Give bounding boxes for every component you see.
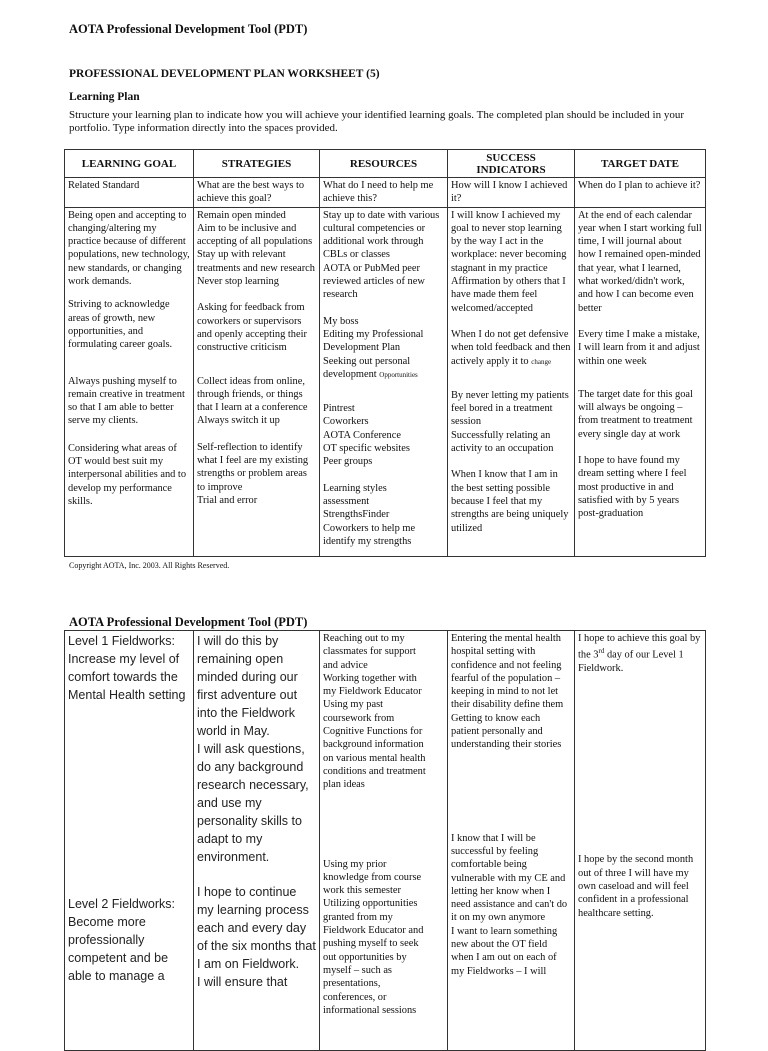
prompt-cell: What do I need to help me achieve this? [320, 178, 448, 208]
target-text: At the end of each calendar year when I start working full time, I will journal about how I remained open-minded that year, what I learned, what worked/didn't work, and how I can become even better [578, 209, 702, 314]
table-header-row [65, 150, 706, 178]
target-date-cell [575, 207, 706, 556]
strategy-text: Collect ideas from online, through friends, or things that I learn at a conference Always switch it up [197, 375, 308, 427]
doc-title: AOTA Professional Development Tool (PDT) [69, 22, 308, 36]
doc-title-2: AOTA Professional Development Tool (PDT) [69, 615, 308, 629]
fieldwork-plan-table [64, 630, 706, 1051]
copyright: Copyright AOTA, Inc. 2003. All Rights Reserved. [69, 561, 230, 570]
resource-text-main: My boss Editing my Professional Development Plan Seeking out personal development [323, 315, 424, 380]
header-target-date: TARGET DATE [575, 150, 706, 178]
success-indicators-cell [448, 631, 575, 1051]
table-row [65, 631, 706, 1051]
resource-text: Using my prior knowledge from course work this semester Utilizing opportunities granted from my Fieldwork Educator and pushing myself to seek out opportunities by myself – such as presentations, conferences, or informational sessions [323, 858, 424, 1016]
prompt-cell: When do I plan to achieve it? [575, 178, 706, 208]
learning-goal-cell [65, 631, 194, 1051]
strategy-text: Remain open minded Aim to be inclusive and accepting of all populations Stay up with relevant treatments and new research Never stop learning [197, 209, 315, 288]
resource-text: Learning styles assessment StrengthsFinder Coworkers to help me identify my strengths [323, 482, 416, 547]
resource-text-small: Opportunities [379, 370, 418, 379]
indicator-text: When I know that I am in the best setting possible because I feel that my strengths are being uniquely utilized [451, 469, 569, 534]
prompt-cell: How will I know I achieved it? [448, 178, 575, 208]
target-text: I hope to have found my dream setting where I feel most productive in and satisfied with by 5 years post-graduation [578, 455, 687, 520]
resource-text: Pintrest Coworkers AOTA Conference OT specific websites Peer groups [323, 403, 410, 468]
indicator-text: I know that I will be successful by feeling comfortable being vulnerable with my CE and letting her know when I need assistance and can't do it on my own anymore I want to learn something new about the OT field when I am out on each of my Fieldworks – I will [451, 832, 568, 977]
strategy-text: Asking for feedback from coworkers or supervisors and openly accepting their constructive criticism [197, 302, 307, 354]
target-text: I hope by the second month out of three I will have my own caseload and will feel confident in a professional healthcare setting. [578, 854, 694, 919]
indicator-text: By never letting my patients feel bored in a treatment session Successfully relating an activity to an occupation [451, 389, 569, 455]
target-text: Every time I make a mistake, I will learn from it and adjust within one week [578, 328, 700, 367]
target-text: The target date for this goal will always be ongoing – from treatment to treatment every single day at work [578, 388, 693, 440]
goal-text: Striving to acknowledge areas of growth, new opportunities, and formulating career goals. [68, 299, 173, 351]
prompt-cell: Related Standard [65, 178, 194, 208]
goal-text: Level 2 Fieldworks: Become more professionally competent and be able to manage a [68, 897, 175, 983]
resource-text: Stay up to date with various cultural competencies or additional work through CBLs or classes AOTA or PubMed peer reviewed articles of new research [323, 209, 440, 301]
header-strategies: STRATEGIES [194, 150, 320, 178]
resource-text: Reaching out to my classmates for support and advice Working together with my Fieldwork Educator Using my past coursework from Cognitive Functions for background information on various mental health conditions and treatment plan ideas [323, 633, 426, 791]
strategy-text: Self-reflection to identify what I feel are my existing strengths or problem areas to improve Trial and error [197, 441, 309, 506]
section-title: Learning Plan [69, 91, 140, 103]
prompt-cell: What are the best ways to achieve this goal? [194, 178, 320, 208]
prompt-row [65, 178, 706, 208]
header-resources: RESOURCES [320, 150, 448, 178]
resources-cell [320, 207, 448, 556]
indicator-text: Entering the mental health hospital setting with confidence and not feeling fearful of the population – keeping in mind to not let their disability define them Getting to know each patient personally and understanding their stories [451, 633, 564, 751]
goal-text: Always pushing myself to remain creative in treatment so that I am able to better serve my clients. [68, 375, 185, 427]
strategy-text: I hope to continue my learning process each and every day of the six months that I am on Fieldwork. I will ensure that [197, 885, 316, 989]
learning-goal-cell [65, 207, 194, 556]
target-text-pre: I hope to achieve this goal by the 3 [578, 633, 701, 661]
strategies-cell [194, 631, 320, 1051]
target-date-cell [575, 631, 706, 1051]
worksheet-title: PROFESSIONAL DEVELOPMENT PLAN WORKSHEET (5) [69, 68, 380, 80]
indicator-text: I will know I achieved my goal to never stop learning by the way I act in the workplace: never becoming stagnant in my practice Affirmation by others that I have made them feel welcomed/accepted [451, 209, 567, 314]
indicator-text-main: When I do not get defensive when told feedback and then actively apply it to [451, 328, 571, 367]
target-text [578, 632, 702, 675]
indicator-text [451, 328, 571, 369]
intro-text: Structure your learning plan to indicate how you will achieve your identified learning goals. The completed plan should be included in your portfolio. Type information directly into the spaces provided. [69, 109, 685, 134]
target-text-sup: rd [598, 647, 605, 656]
goal-text: Being open and accepting to changing/altering my practice because of different populations, new technology, new standards, or changing work demands. [68, 209, 190, 288]
strategies-cell [194, 207, 320, 556]
success-indicators-cell [448, 207, 575, 556]
learning-plan-table [64, 149, 706, 557]
resources-cell [320, 631, 448, 1051]
target-text-post: day of our Level 1 Fieldwork. [578, 649, 684, 675]
indicator-text-small: change [531, 357, 552, 366]
table-row [65, 207, 706, 556]
goal-text: Considering what areas of OT would best suit my interpersonal abilities and to develop my performance skills. [68, 442, 187, 507]
header-success-indicators: SUCCESS INDICATORS [448, 150, 575, 178]
header-learning-goal: LEARNING GOAL [65, 150, 194, 178]
goal-text: Level 1 Fieldworks: Increase my level of comfort towards the Mental Health setting [68, 634, 186, 702]
strategy-text: I will do this by remaining open minded during our first adventure out into the Fieldwork world in May. I will ask questions, do any background research necessary, and use my personality skills to adapt to my environment. [197, 634, 309, 864]
resource-text [323, 315, 444, 382]
